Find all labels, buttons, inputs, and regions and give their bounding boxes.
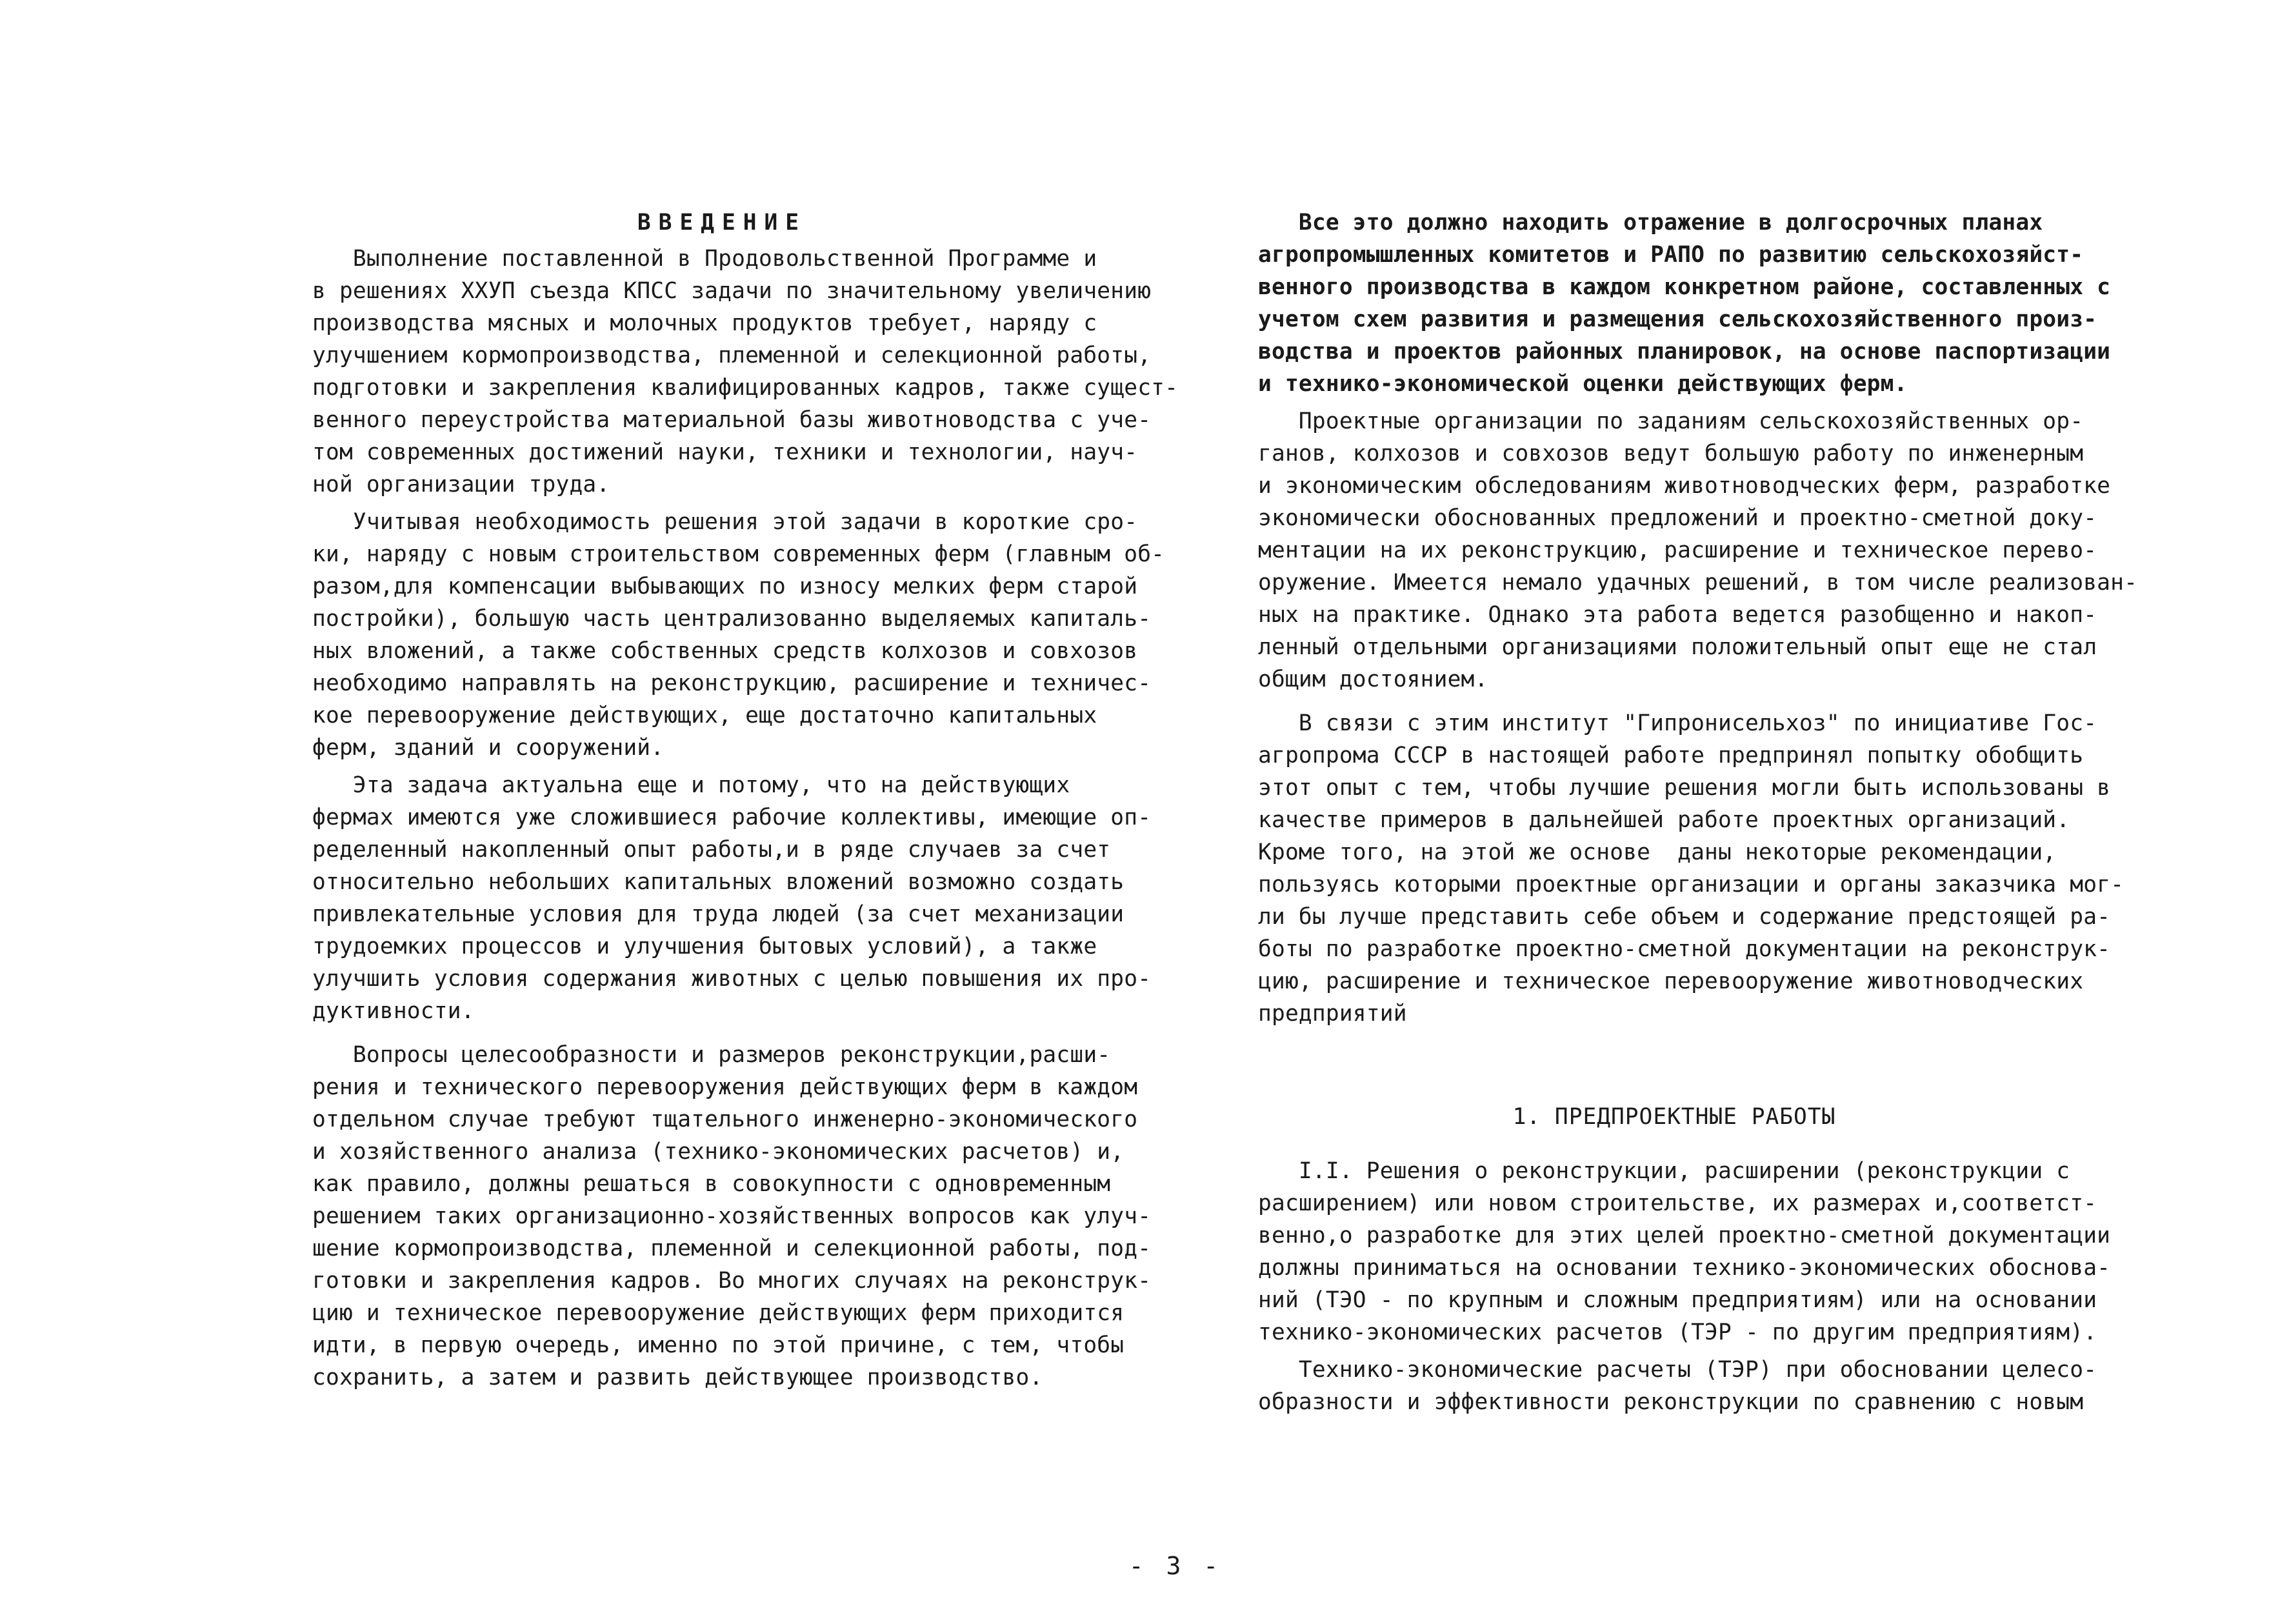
text-line: ных на практике. Однако эта работа ведется разобщенно и накоп- <box>1258 602 2097 628</box>
text-line: цию и техническое перевооружение действующих ферм приходится <box>312 1300 1125 1326</box>
text-line: подготовки и закрепления квалифицированных кадров, также сущест- <box>312 375 1179 401</box>
text-line: производства мясных и молочных продуктов требует, наряду с <box>312 310 1097 336</box>
text-line: агропрома СССР в настоящей работе предпринял попытку обобщить <box>1258 743 2084 768</box>
page-number: - 3 - <box>1128 1552 1223 1580</box>
text-line: и экономическим обследованиям животноводческих ферм, разработке <box>1258 473 2111 499</box>
text-line: боты по разработке проектно-сметной документации на реконструк- <box>1258 936 2111 962</box>
text-line: трудоемких процессов и улучшения бытовых условий), а также <box>312 934 1097 959</box>
text-line: Эта задача актуальна еще и потому, что на действующих <box>312 772 1070 798</box>
paragraph-intro-2 <box>312 506 1165 764</box>
text-line: I.I. Решения о реконструкции, расширении (реконструкции с <box>1258 1158 2070 1184</box>
text-line: Учитывая необходимость решения этой задачи в короткие сро- <box>312 509 1138 535</box>
text-line: ки, наряду с новым строительством современных ферм (главным об- <box>312 541 1165 567</box>
text-line: ний (ТЭО - по крупным и сложным предприятиям) или на основании <box>1258 1287 2097 1313</box>
text-line: общим достоянием. <box>1258 667 1488 692</box>
text-line: постройки), большую часть централизованно выделяемых капиталь- <box>312 606 1152 632</box>
text-line: отдельном случае требуют тщательного инженерно-экономического <box>312 1107 1138 1132</box>
paragraph-intro-3 <box>312 769 1152 1027</box>
text-line: ленный отдельными организациями положительный опыт еще не стал <box>1258 634 2097 660</box>
text-line: Технико-экономические расчеты (ТЭР) при обосновании целесо- <box>1258 1357 2097 1383</box>
text-line: этот опыт с тем, чтобы лучшие решения могли быть использованы в <box>1258 775 2111 801</box>
text-line: экономически обоснованных предложений и проектно-сметной доку- <box>1258 505 2097 531</box>
text-line: идти, в первую очередь, именно по этой причине, с тем, чтобы <box>312 1332 1125 1358</box>
text-line: ментации на их реконструкцию, расширение и техническое перево- <box>1258 537 2097 563</box>
right-column <box>1258 206 2138 1423</box>
section-heading: 1. ПРЕДПРОЕКТНЫЕ РАБОТЫ <box>1512 1104 1836 1130</box>
text-line: водства и проектов районных планировок, на основе паспортизации <box>1258 339 2111 365</box>
paragraph-section-ter <box>1258 1354 2116 1418</box>
text-line: агропромышленных комитетов и РАПО по развитию сельскохозяйст- <box>1258 242 2084 268</box>
text-line: венного производства в каждом конкретном районе, составленных с <box>1258 274 2111 300</box>
text-line: учетом схем развития и размещения сельскохозяйственного произ- <box>1258 306 2097 332</box>
text-line: венно,о разработке для этих целей проектно-сметной документации <box>1258 1223 2111 1248</box>
text-line: решением таких организационно-хозяйственных вопросов как улуч- <box>312 1203 1152 1229</box>
text-line: ферм, зданий и сооружений. <box>312 735 665 761</box>
text-line: образности и эффективности реконструкции по сравнению с новым <box>1258 1389 2084 1415</box>
left-column <box>312 206 1179 1399</box>
text-line: Кроме того, на этой же основе даны некоторые рекомендации, <box>1258 839 2057 865</box>
page-title: ВВЕДЕНИЕ <box>637 210 807 236</box>
text-line: кое перевооружение действующих, еще достаточно капитальных <box>312 703 1097 728</box>
text-line: в решениях ХХУП съезда КПСС задачи по значительному увеличению <box>312 278 1152 304</box>
text-line: Вопросы целесообразности и размеров реконструкции,расши- <box>312 1042 1111 1068</box>
text-line: разом,для компенсации выбывающих по износу мелких ферм старой <box>312 574 1138 599</box>
text-line: фермах имеются уже сложившиеся рабочие коллективы, имеющие оп- <box>312 805 1152 830</box>
paragraph-institute <box>1258 707 2125 1030</box>
text-line: венного переустройства материальной базы животноводства с уче- <box>312 407 1152 433</box>
text-line: сохранить, а затем и развить действующее производство. <box>312 1365 1043 1390</box>
text-line: пользуясь которыми проектные организации и органы заказчика мог- <box>1258 872 2125 897</box>
text-line: рения и технического перевооружения действующих ферм в каждом <box>312 1074 1138 1100</box>
text-line: относительно небольших капитальных вложений возможно создать <box>312 869 1125 895</box>
text-line: необходимо направлять на реконструкцию, расширение и техничес- <box>312 670 1152 696</box>
text-line: цию, расширение и техническое перевооружение животноводческих <box>1258 968 2084 994</box>
paragraph-intro-4 <box>312 1039 1152 1394</box>
text-line: технико-экономических расчетов (ТЭР - по другим предприятиям). <box>1258 1319 2097 1345</box>
text-line: Все это должно находить отражение в долгосрочных планах <box>1258 210 2043 236</box>
text-line: должны приниматься на основании технико-экономических обоснова- <box>1258 1255 2111 1281</box>
text-line: ных вложений, а также собственных средств колхозов и совхозов <box>312 638 1138 664</box>
text-line: улучшением кормопроизводства, племенной и селекционной работы, <box>312 343 1152 368</box>
paragraph-plans <box>1258 206 2116 400</box>
text-line: шение кормопроизводства, племенной и селекционной работы, под- <box>312 1236 1152 1261</box>
paragraph-design-orgs <box>1258 405 2138 696</box>
text-line: как правило, должны решаться в совокупности с одновременным <box>312 1171 1111 1197</box>
text-line: ной организации труда. <box>312 472 610 497</box>
text-line: Выполнение поставленной в Продовольственной Программе и <box>312 246 1097 272</box>
text-line: ганов, колхозов и совхозов ведут большую работу по инженерным <box>1258 441 2084 466</box>
text-line: привлекательные условия для труда людей (за счет механизации <box>312 901 1125 927</box>
text-line: и хозяйственного анализа (технико-экономических расчетов) и, <box>312 1139 1125 1165</box>
text-line: Проектные организации по заданиям сельскохозяйственных ор- <box>1258 408 2084 434</box>
text-line: предприятий <box>1258 1001 1407 1027</box>
text-line: качестве примеров в дальнейшей работе проектных организаций. <box>1258 807 2070 833</box>
text-line: ределенный накопленный опыт работы,и в ряде случаев за счет <box>312 837 1111 863</box>
paragraph-intro-1 <box>312 243 1179 501</box>
text-line: и технико-экономической оценки действующих ферм. <box>1258 371 1908 397</box>
paragraph-section-1-1 <box>1258 1155 2116 1348</box>
text-line: В связи с этим институт "Гипронисельхоз" по инициативе Гос- <box>1258 710 2097 736</box>
text-line: улучшить условия содержания животных с целью повышения их про- <box>312 966 1152 992</box>
text-line: расширением) или новом строительстве, их размерах и,соответст- <box>1258 1190 2097 1216</box>
text-line: дуктивности. <box>312 998 475 1024</box>
text-line: оружение. Имеется немало удачных решений, в том числе реализован- <box>1258 570 2138 596</box>
text-line: готовки и закрепления кадров. Во многих случаях на реконструк- <box>312 1268 1152 1294</box>
text-line: ли бы лучше представить себе объем и содержание предстоящей ра- <box>1258 904 2111 930</box>
text-line: том современных достижений науки, техники и технологии, науч- <box>312 439 1138 465</box>
